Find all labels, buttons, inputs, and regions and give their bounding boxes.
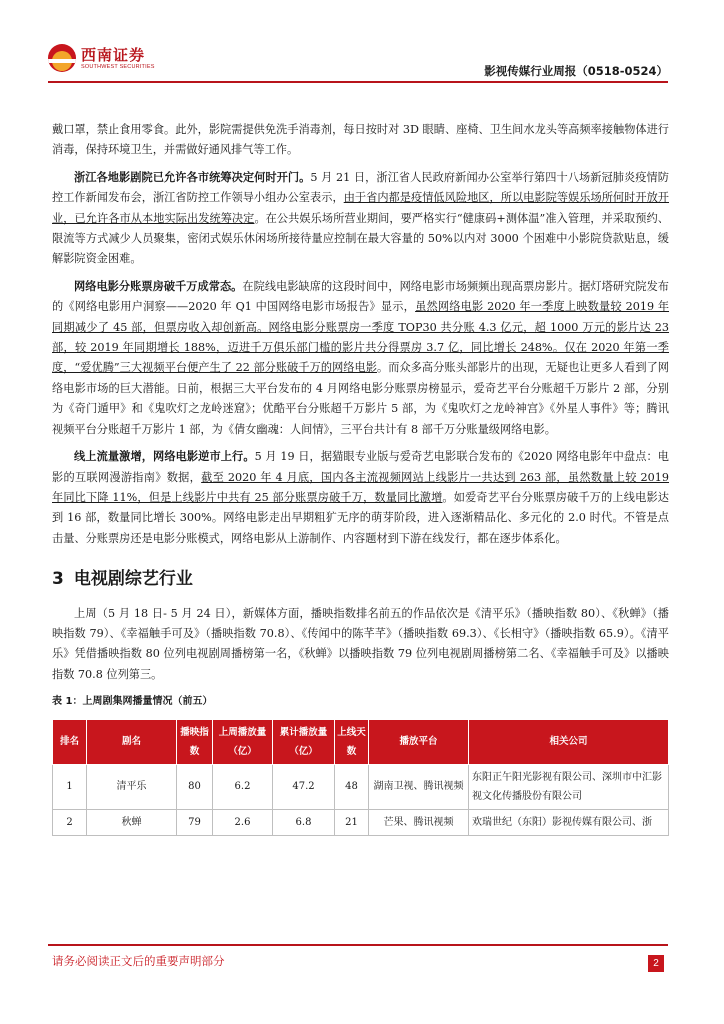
column-header: 剧名 [87,719,177,764]
logo-icon [48,44,76,72]
table-cell: 芒果、腾讯视频 [369,809,469,835]
paragraph-heading: 网络电影分账票房破千万成常态。 [74,279,243,293]
column-header: 上周播放量（亿） [213,719,273,764]
table-cell: 47.2 [273,764,335,809]
paragraph-online-film-box-office: 网络电影分账票房破千万成常态。在院线电影缺席的这段时间中，网络电影市场频频出现高票房影片。据灯塔研究院发布的《网络电影用户洞察——2020 年 Q1 中国网络电影市场报告》显示，虽然网络电影 2020 年一季度上映数量较 2019 年同期减少了 45 部，但票房收入却创新高。网络电影分账票房一季度 TOP30 共分账 4.3 亿元，超 1000 万元的影片达 23 部，较 2019 年同期增长 188%，迈进千万俱乐部门槛的影片共分得票房 3.7 亿，同比增长 248%。仅在 2020 年第一季度，“爱优腾”三大视频平台便产生了 22 部分账破千万的网络电影。而众多高分账头部影片的出现，无疑也让更多人看到了网络电影市场的巨大潜能。日前，根据三大平台发布的 4 月网络电影分账票房榜显示，爱奇艺平台分账超千万影片 2 部，分别为《奇门遁甲》和《鬼吹灯之龙岭迷窟》；优酷平台分账超千万影片 5 部，为《鬼吹灯之龙岭神宫》《外星人事件》等；腾讯视频平台分账超千万影片 1 部，为《倩女幽魂：人间情》，三平台共计有 8 部千万分账量级网络电影。 [52,279,670,436]
footer-disclaimer: 请务必阅读正文后的重要声明部分 [52,954,225,968]
header-divider [48,81,668,83]
table-cell: 东阳正午阳光影视有限公司、深圳市中汇影视文化传播股份有限公司 [469,764,669,809]
table-cell: 2.6 [213,809,273,835]
table-cell: 21 [335,809,369,835]
table-row [53,764,669,809]
column-header: 播放平台 [369,719,469,764]
section-number: 3 [52,569,64,590]
paragraph-heading: 线上流量激增，网络电影逆市上行。 [74,450,255,464]
table-cell: 80 [177,764,213,809]
column-header: 相关公司 [469,719,669,764]
table-cell: 欢瑞世纪（东阳）影视传媒有限公司、浙 [469,809,669,835]
paragraph-heading: 浙江各地影剧院已允许各市统筹决定何时开门。 [74,170,311,184]
page-number: 2 [648,955,664,972]
report-title: 影视传媒行业周报（0518-0524） [484,64,668,78]
paragraph-zhejiang: 浙江各地影剧院已允许各市统筹决定何时开门。5 月 21 日，浙江省人民政府新闻办公室举行第四十八场新冠肺炎疫情防控工作新闻发布会，浙江省防控工作领导小组办公室表示，由于省内都是疫情低风险地区，所以电影院等娱乐场所何时开放开业，已允许各市从本地实际出发统筹决定。在公共娱乐场所营业期间，要严格实行“健康码+测体温”准入管理，并采取预约、限流等方式减少人员聚集，密闭式娱乐休闲场所接待量应控制在最大容量的 50%以内对 3000 个困难中小影院贷款贴息，缓解影院资金困难。 [52,170,669,266]
company-logo [48,44,155,72]
table-cell: 79 [177,809,213,835]
logo-name-cn: 西南证券 [81,45,146,64]
page-header [0,0,724,90]
table-cell: 6.8 [273,809,335,835]
paragraph-tv-intro: 上周（5 月 18 日- 5 月 24 日），新媒体方面，播映指数排名前五的作品依次是《清平乐》（播映指数 80）、《秋蝉》（播映指数 79）、《幸福触手可及》（播映指数 70.8）、《传闻中的陈芊芊》（播映指数 69.3）、《长相守》（播映指数 65.9）。《清平乐》凭借播映指数 80 位列电视剧周播榜第一名，《秋蝉》以播映指数 79 位列电视剧周播榜第二名、《幸福触手可及》以播映指数 70.8 位列第三。 [52,606,669,681]
column-header: 排名 [53,719,87,764]
paragraph-cinema-hygiene: 戴口罩，禁止食用零食。此外，影院需提供免洗手消毒剂，每日按时对 3D 眼睛、座椅、卫生间水龙头等高频率接触物体进行消毒，保持环境卫生，并需做好通风排气等工作。 [52,123,669,157]
footer-divider [48,944,668,946]
table-cell: 清平乐 [87,764,177,809]
main-content [52,120,669,836]
table-cell: 秋蝉 [87,809,177,835]
paragraph-online-traffic: 线上流量激增，网络电影逆市上行。5 月 19 日，据猫眼专业版与爱奇艺电影联合发布的《2020 网络电影年中盘点：电影的互联网漫游指南》数据，截至 2020 年 4 月底，国内各主流视频网站上线影片一共达到 263 部，虽然数量上较 2019 年同比下降 11%，但是上线影片中共有 25 部分账票房破千万，数量同比激增。如爱奇艺平台分账票房破千万的上线电影达到 16 部，数量同比增长 300%。网络电影走出早期粗犷无序的萌芽阶段，进入逐渐精品化、多元化的 2.0 时代。不管是点击量、分账票房还是电影分账模式，网络电影从上游制作、内容题材到下游在线发行，都在逐步体系化。 [52,450,669,545]
logo-name-en: SOUTHWEST SECURITIES [81,63,155,70]
section-title: 电视剧综艺行业 [73,569,193,590]
column-header: 累计播放量（亿） [273,719,335,764]
table-cell: 1 [53,764,87,809]
drama-ranking-table [52,719,669,836]
table-row [53,809,669,835]
column-header: 上线天数 [335,719,369,764]
table-cell: 48 [335,764,369,809]
table-cell: 6.2 [213,764,273,809]
table-header-row [53,719,669,764]
table-cell: 湖南卫视、腾讯视频 [369,764,469,809]
section-heading [52,569,669,589]
table-caption: 表 1：上周剧集网播量情况（前五） [52,696,213,708]
column-header: 播映指数 [177,719,213,764]
table-cell: 2 [53,809,87,835]
